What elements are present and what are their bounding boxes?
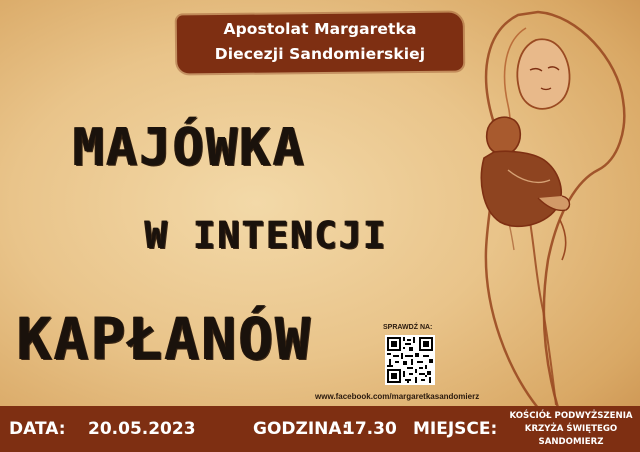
title-line-2: W INTENCJI <box>145 214 388 257</box>
date-value: 20.05.2023 <box>88 419 196 439</box>
date-label: DATA: <box>9 419 66 439</box>
header-title-line-2: Diecezji Sandomierskiej <box>214 45 426 63</box>
header-title-line-1: Apostolat Margaretka <box>223 20 417 38</box>
place-line-1: KOŚCIÓŁ PODWYŻSZENIA <box>509 411 633 421</box>
qr-caption: SPRAWDŹ NA: <box>383 324 433 331</box>
place-value <box>504 410 638 449</box>
qr-code[interactable] <box>385 335 435 385</box>
place-label: MIEJSCE: <box>413 419 498 439</box>
child-body <box>481 151 561 226</box>
time-value: 17.30 <box>343 419 397 439</box>
madonna-and-child-illustration <box>448 10 640 412</box>
place-line-3: SANDOMIERZ <box>538 437 604 447</box>
child-head <box>487 117 521 154</box>
mother-face <box>517 39 569 109</box>
title-line-3: KAPŁANÓW <box>17 305 313 373</box>
title-line-1: MAJÓWKA <box>73 118 307 178</box>
place-line-2: KRZYŻA ŚWIĘTEGO <box>524 424 618 434</box>
time-label: GODZINA: <box>253 419 349 439</box>
facebook-url-link[interactable]: www.facebook.com/margaretkasandomierz <box>315 392 480 401</box>
